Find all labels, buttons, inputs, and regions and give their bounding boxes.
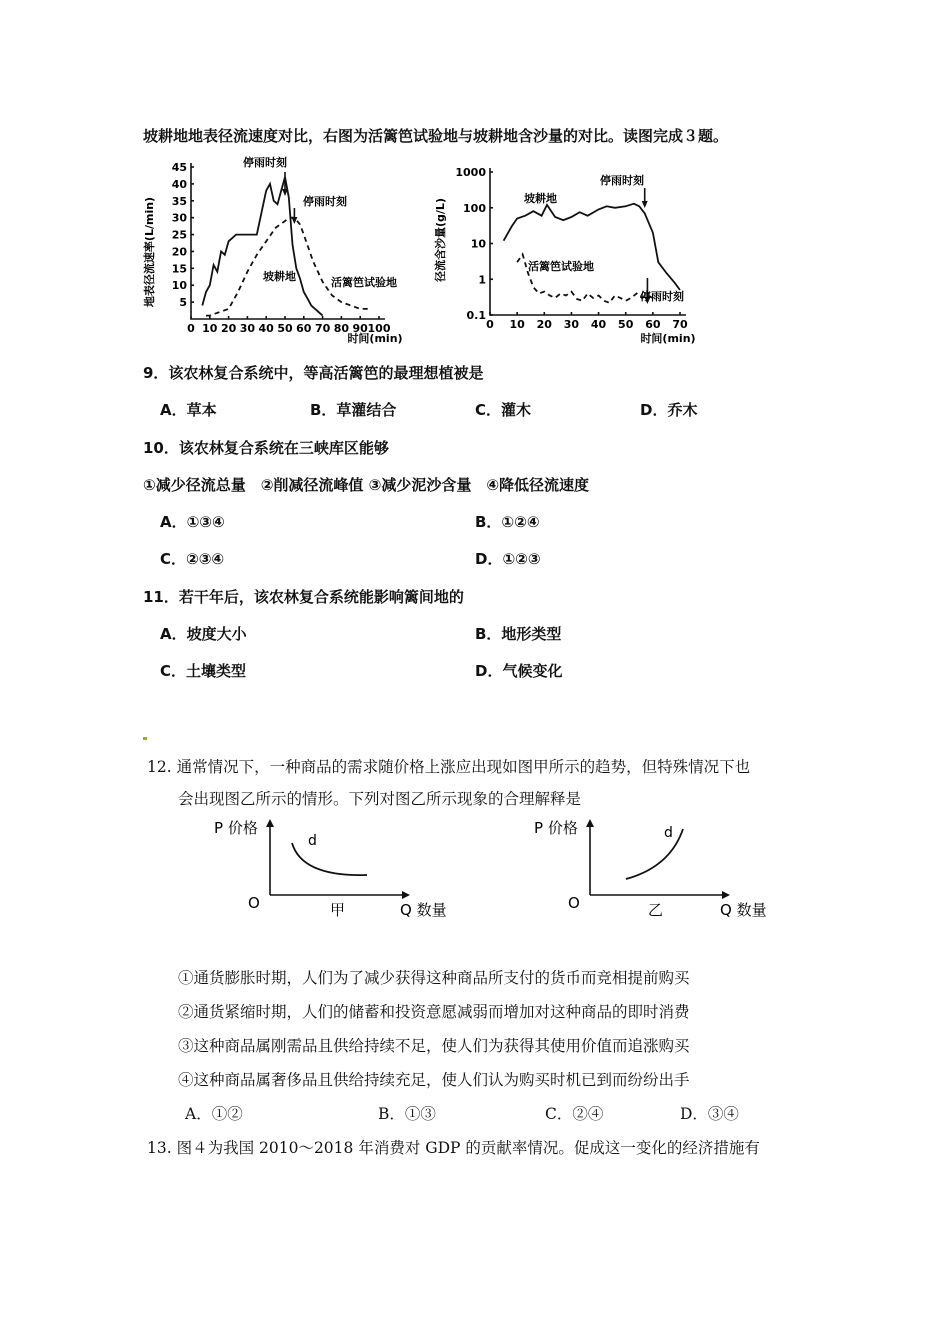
demand-curve-yi (626, 829, 683, 879)
jia-origin: O (248, 894, 260, 912)
demand-graph-jia (214, 815, 460, 925)
c2-xtick-label: 60 (645, 318, 661, 331)
c2-xtick-label: 30 (563, 318, 580, 331)
jia-caption: 甲 (330, 901, 346, 919)
c1-ytick-label: 30 (171, 211, 187, 225)
c1-ytick-label: 40 (171, 177, 187, 191)
c1-series-hedge (206, 218, 370, 316)
c1-xtick-label: 10 (202, 322, 218, 335)
c1-stop-rain-label-2: 停雨时刻 (303, 195, 347, 208)
c1-xtick-label: 70 (314, 322, 331, 335)
q12-stem-line2: 会出现图乙所示的情形。下列对图乙所示现象的合理解释是 (178, 790, 582, 808)
c1-xtick-label: 60 (296, 322, 312, 335)
c2-ytick-label: 10 (470, 237, 486, 251)
c2-xtick-label: 20 (536, 318, 552, 331)
c1-axes (191, 163, 385, 319)
q12-option-a: A．①② (185, 1105, 243, 1123)
q9-option-b: B．草灌结合 (310, 401, 397, 419)
c2-xtick-label: 10 (509, 318, 525, 331)
q11-option-c: C．土壤类型 (160, 662, 247, 680)
c2-ytick-label: 100 (463, 201, 486, 215)
c1-ylabel: 地表径流速率(L/min) (143, 196, 156, 308)
c1-xtick-label: 20 (220, 322, 237, 335)
yi-xlabel: Q 数量 (720, 901, 767, 919)
q9-option-d: D．乔木 (640, 401, 698, 419)
q10-option-d: D．①②③ (475, 550, 541, 568)
c1-xtick-label: 50 (277, 322, 293, 335)
c1-xtick-label: 80 (333, 322, 350, 335)
q12-stem-line1: 12. 通常情况下，一种商品的需求随价格上涨应出现如图甲所示的趋势，但特殊情况下也 (147, 758, 751, 776)
q12-item-2: ②通货紧缩时期，人们的储蓄和投资意愿减弱而增加对这种商品的即时消费 (178, 1003, 690, 1021)
c2-series-slope (504, 204, 680, 290)
yi-curve-label: d (664, 825, 673, 841)
c2-ytick-label: 1 (478, 273, 486, 287)
demand-graph-yi (534, 815, 780, 925)
q11-stem: 11．若干年后，该农林复合系统能影响篱间地的 (143, 588, 464, 606)
q11-option-b: B．地形类型 (475, 625, 562, 643)
q12-option-c: C．②④ (545, 1105, 604, 1123)
c1-ytick-label: 35 (171, 194, 187, 208)
c2-ytick-label: 1000 (455, 166, 486, 179)
c2-stop-rain-label-2: 停雨时刻 (640, 290, 684, 303)
c1-series-label-slope: 坡耕地 (263, 270, 296, 283)
q9-option-c: C．灌木 (475, 401, 532, 419)
c2-xtick-label: 70 (672, 318, 688, 331)
c2-series-label-slope: 坡耕地 (524, 192, 557, 205)
c1-xtick-label: 100 (367, 322, 391, 335)
c1-series-label-hedge: 活篱笆试验地 (331, 276, 397, 289)
q11-option-a: A．坡度大小 (160, 625, 247, 643)
c1-ytick-label: 45 (171, 161, 187, 174)
q12-item-4: ④这种商品属奢侈品且供给持续充足，使人们认为购买时机已到而纷纷出手 (178, 1071, 690, 1089)
q10-option-c: C．②③④ (160, 550, 225, 568)
c2-stop-rain-label-1: 停雨时刻 (600, 174, 644, 187)
c1-xtick-label: 0 (187, 322, 195, 335)
c1-xtick-label: 30 (239, 322, 256, 335)
runoff-rate-chart (143, 152, 403, 352)
c2-stop-rain-arrowhead (642, 201, 648, 208)
q12-option-b: B．①③ (378, 1105, 436, 1123)
q9-option-a: A．草本 (160, 401, 217, 419)
c1-ytick-label: 10 (171, 279, 187, 293)
c2-xtick-label: 40 (590, 318, 607, 331)
c2-xtick-label: 50 (618, 318, 634, 331)
q12-item-1: ①通货膨胀时期，人们为了减少获得这种商品所支付的货币而竞相提前购买 (178, 969, 690, 987)
c2-ytick-label: 0.1 (466, 309, 486, 322)
c1-xtick-label: 40 (258, 322, 274, 335)
sediment-chart (432, 160, 712, 355)
c1-xtick-label: 90 (352, 322, 368, 335)
q10-stem: 10．该农林复合系统在三峡库区能够 (143, 439, 389, 457)
c1-ytick-label: 25 (171, 228, 187, 242)
stray-mark (143, 737, 147, 740)
intro-text: 坡耕地地表径流速度对比，右图为活篱笆试验地与坡耕地含沙量的对比。读图完成３题。 (143, 127, 729, 145)
jia-xlabel: Q 数量 (400, 901, 447, 919)
c2-series-label-hedge: 活篱笆试验地 (528, 260, 594, 273)
c2-xlabel: 时间(min) (640, 332, 696, 345)
q13-stem: 13. 图４为我国 2010～2018 年消费对 GDP 的贡献率情况。促成这一变化的经济措施有 (147, 1139, 760, 1157)
q12-option-d: D．③④ (680, 1105, 739, 1123)
yi-caption: 乙 (648, 901, 664, 919)
c2-xtick-label: 0 (486, 318, 494, 331)
c1-xlabel: 时间(min) (347, 332, 403, 345)
jia-curve-label: d (308, 833, 317, 849)
q10-option-a: A．①③④ (160, 513, 225, 531)
c1-stop-rain-arrowhead (291, 217, 297, 224)
jia-ylabel: P 价格 (214, 819, 258, 837)
c1-stop-rain-label-1: 停雨时刻 (243, 156, 287, 169)
q12-item-3: ③这种商品属刚需品且供给持续不足，使人们为获得其使用价值而追涨购买 (178, 1037, 690, 1055)
c2-ylabel: 径流含沙量(g/L) (434, 198, 447, 282)
q11-option-d: D．气候变化 (475, 662, 563, 680)
yi-ylabel: P 价格 (534, 819, 578, 837)
demand-curve-jia (292, 843, 367, 875)
c1-ytick-label: 15 (171, 262, 187, 276)
c1-ytick-label: 20 (171, 245, 187, 259)
c1-ytick-label: 5 (179, 296, 187, 310)
q10-items: ①减少径流总量 ②削减径流峰值 ③减少泥沙含量 ④降低径流速度 (143, 476, 590, 494)
yi-origin: O (568, 894, 580, 912)
q10-option-b: B．①②④ (475, 513, 540, 531)
q9-stem: 9．该农林复合系统中，等高活篱笆的最理想植被是 (143, 364, 484, 382)
